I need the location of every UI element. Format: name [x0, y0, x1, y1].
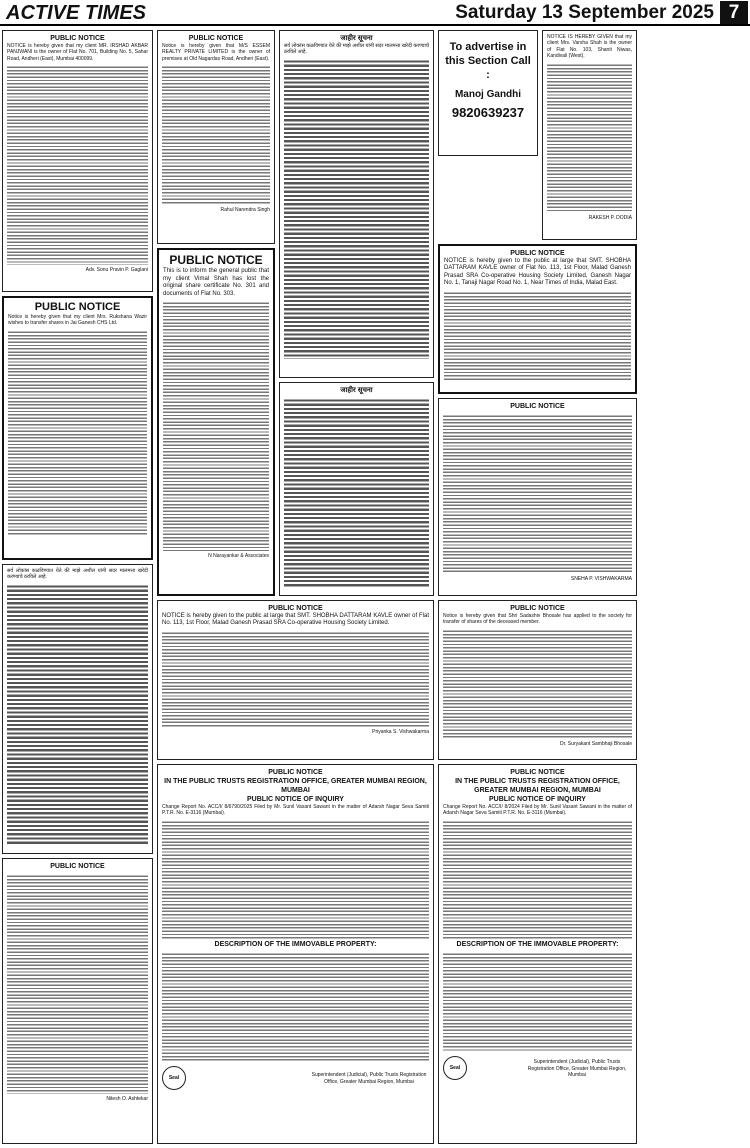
notice-body: NOTICE IS HEREBY GIVEN that my client Mrs. Varsha Shah is the owner of Flat No. 103, Shanti Niwas, Kandivali (West). — [547, 34, 632, 60]
issue-date: Saturday 13 September 2025 — [455, 2, 714, 23]
notice-body: Notice is hereby given that my client Mrs. Rukshana Wazir wishes to transfer shares in Jai Ganesh CHS Ltd. — [8, 314, 147, 327]
notice-body: NOTICE is hereby given that my client MR. IRSHAD AKBAR PANJWANI is the owner of Flat No. 701, Building No. 5, Sahar Road, Andheri (East), Mumbai 400099. — [7, 43, 148, 62]
notice-heading: जाहीर सूचना — [340, 35, 373, 42]
notice-body: सर्व लोकांस कळविण्यात येते की माझे अशील यांनी सदर मालमत्ता खरेदी करण्याचे ठरविले आहे. — [7, 568, 148, 581]
notice-body: NOTICE is hereby given to the public at large that SMT. SHOBHA DATTARAM KAVLE owner of Flat No. 113, 1st Floor, Malad Ganesh Prasad SRA Co-operative Housing Society Limited. — [162, 613, 429, 627]
notice-signature: Priyanka S. Vishwakarma — [372, 728, 429, 735]
property-heading: DESCRIPTION OF THE IMMOVABLE PROPERTY: — [214, 940, 377, 948]
notice-body: Change Report No. ACC/I/ 8/6790/2025 Filed by Mr. Sunil Vasant Sawant in the matter of Adarsh Nagar Seva Samiti P.T.R. No. E-3116 (Mumbai). — [162, 804, 429, 817]
notice-body: Notice is hereby given that M/S ESSEM REALTY PRIVATE LIMITED is the owner of premises at Old Nagardas Road, Andheri (East). — [162, 43, 270, 62]
notice-body: Change Report No. ACC/I/ 8/2024 Filed by Mr. Sunil Vasant Sawant in the matter of Adarsh Nagar Seva Samiti P.T.R. No. E-3116 (Mumbai). — [443, 804, 632, 817]
newspaper-brand: ACTIVE TIMES — [6, 2, 147, 24]
notice-body: सर्व लोकांस कळविण्यात येते की माझे अशील यांनी सदर मालमत्ता खरेदी करण्याचे ठरविले आहे. — [284, 43, 429, 56]
seal-stamp: Seal — [443, 1056, 467, 1080]
inquiry-heading: PUBLIC NOTICE OF INQUIRY — [247, 796, 344, 803]
notice-signature: RAKESH P. DODIA — [588, 214, 632, 221]
notice-heading: PUBLIC NOTICE — [169, 253, 263, 267]
notice-signature: Superintendent (Judicial), Public Trusts Registration Office, Greater Mumbai Region, Mumbai — [311, 1072, 427, 1085]
notice-signature: Superintendent (Judicial), Public Trusts Registration Office, Greater Mumbai Region, Mumbai — [527, 1059, 627, 1079]
notice-signature: SNEHA P. VISHWAKARMA — [570, 576, 632, 582]
inquiry-heading: PUBLIC NOTICE OF INQUIRY — [489, 796, 586, 803]
notice-signature: Dr. Suryakant Sambhaji Bhosale — [560, 740, 632, 747]
notice-heading: PUBLIC NOTICE — [510, 250, 565, 257]
notice-signature: Nitesh O. Ashtekar — [106, 1096, 148, 1102]
notice-heading: PUBLIC NOTICE — [34, 301, 121, 313]
notice-signature: Rahul Narendra Singh — [220, 207, 270, 214]
notice-heading: PUBLIC NOTICE — [50, 863, 105, 870]
trust-office-heading: IN THE PUBLIC TRUSTS REGISTRATION OFFICE, GREATER MUMBAI REGION, MUMBAI — [164, 778, 427, 794]
notice-heading: PUBLIC NOTICE — [510, 403, 565, 410]
notice-heading: जाहीर सूचना — [340, 387, 373, 394]
notice-heading: PUBLIC NOTICE — [268, 605, 323, 612]
page-number: 7 — [720, 1, 748, 24]
notice-body: This is to inform the general public that my client Vimal Shah has lost the original share certificate No. 301 and documents of Flat No. 303. — [163, 268, 269, 297]
advertise-contact: Manoj Gandhi — [454, 89, 522, 100]
notice-body: NOTICE is hereby given to the public at large that SMT. SHOBHA DATTARAM KAVLE owner of Flat No. 113, 1st Floor, Malad Ganesh Prasad SRA Co-operative Housing Society Limited, Ganesh Nagar No. 1, Tanaji Nagar Road No. 1, Near Times of India, Malad East. — [444, 258, 631, 287]
notice-signature: N Narayankar & Associates — [208, 553, 269, 560]
notice-heading: PUBLIC NOTICE — [188, 35, 244, 42]
notice-signature: Adv. Sonu Pravin P. Gaglani — [85, 267, 148, 274]
right-col — [640, 30, 748, 1144]
notice-heading: PUBLIC NOTICE — [268, 769, 323, 776]
notice-heading: PUBLIC NOTICE — [510, 605, 565, 612]
trust-office-heading: IN THE PUBLIC TRUSTS REGISTRATION OFFICE, GREATER MUMBAI REGION, MUMBAI — [455, 778, 620, 794]
notice-body: Notice is hereby given that Shri Sadashiv Bhosale has applied to the society for transfer of shares of the deceased member. — [443, 613, 632, 626]
notice-heading: PUBLIC NOTICE — [50, 35, 105, 42]
advertise-phone: 9820639237 — [451, 105, 525, 120]
advertise-title: To advertise in this Section Call : — [445, 41, 531, 81]
property-heading: DESCRIPTION OF THE IMMOVABLE PROPERTY: — [456, 940, 619, 948]
notice-heading: PUBLIC NOTICE — [510, 769, 565, 776]
seal-stamp: Seal — [162, 1066, 186, 1090]
